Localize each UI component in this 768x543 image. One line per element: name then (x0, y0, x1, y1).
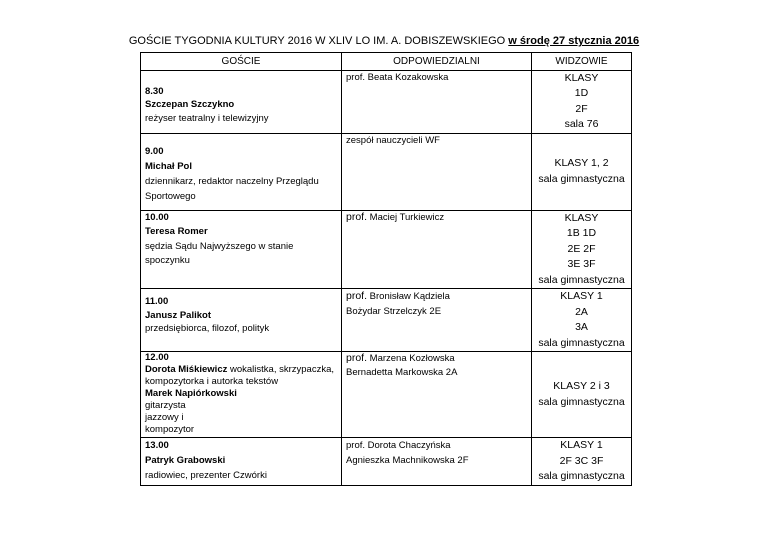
guests-cell (141, 133, 342, 210)
guests-cell (141, 352, 342, 438)
guest-name: Szczepan Szczykno (145, 99, 235, 110)
audience-line: sala gimnastyczna (538, 172, 625, 185)
audience-line: 1B 1D (566, 227, 597, 239)
responsible-cell (342, 133, 532, 210)
header-row (141, 53, 632, 71)
guest-desc: gitarzysta jazzowy i kompozytor (145, 400, 195, 435)
prof-prefix: prof. (346, 290, 368, 302)
header-responsible: ODPOWIEDZIALNI (342, 53, 532, 71)
responsible-line: Marzena Kozłowska (369, 353, 455, 364)
audience-line: sala gimnastyczna (538, 395, 625, 408)
responsible-cell (342, 289, 532, 352)
time: 13.00 (145, 440, 169, 451)
guest-desc: radiowiec, prezenter Czwórki (145, 470, 267, 481)
responsible-line: Agnieszka Machnikowska 2F (346, 455, 469, 466)
responsible-line: Maciej Turkiewicz (369, 211, 445, 223)
responsible-line: prof. Beata Kozakowska (346, 71, 449, 83)
audience-cell (532, 210, 632, 289)
time: 10.00 (145, 211, 169, 223)
audience-line: KLASY 1 (560, 290, 603, 302)
audience-cell (532, 289, 632, 352)
title-main: GOŚCIE TYGODNIA KULTURY 2016 W XLIV LO IM. A. DOBISZEWSKIEGO (128, 35, 506, 47)
audience-line: sala 76 (564, 118, 599, 130)
time: 9.00 (145, 145, 164, 157)
table-row (141, 210, 632, 289)
time: 12.00 (145, 352, 169, 363)
title-date: w środę 27 stycznia 2016 (508, 35, 640, 47)
audience-line: KLASY 1, 2 (554, 157, 609, 169)
table-row (141, 352, 632, 438)
header-audience: WIDZOWIE (532, 53, 632, 71)
guests-cell (141, 210, 342, 289)
guest-desc: sędzia Sądu Najwyższego w stanie spoczynku (145, 240, 294, 266)
audience-line: KLASY (564, 211, 599, 224)
audience-line: 2F (575, 102, 588, 115)
header-guests: GOŚCIE (141, 53, 342, 71)
guests-cell (141, 70, 342, 133)
table-row (141, 70, 632, 133)
table-row (141, 438, 632, 486)
responsible-cell (342, 210, 532, 289)
responsible-line: Bernadetta Markowska 2A (346, 366, 458, 378)
audience-line: KLASY 1 (560, 439, 603, 451)
audience-line: KLASY (564, 71, 599, 84)
responsible-cell (342, 352, 532, 438)
guest-name: Dorota Miśkiewicz (145, 364, 228, 375)
audience-cell (532, 352, 632, 438)
responsible-cell (342, 438, 532, 486)
guest-desc: wokalistka, skrzypaczka, kompozytorka i autorka tekstów (145, 364, 335, 387)
responsible-line: Bronisław Kądziela (369, 291, 450, 302)
audience-line: 2A (575, 305, 588, 318)
audience-cell (532, 133, 632, 210)
table-row (141, 289, 632, 352)
guest-name: Michał Pol (145, 160, 192, 172)
guests-cell (141, 289, 342, 352)
audience-line: sala gimnastyczna (538, 273, 625, 286)
audience-line: sala gimnastyczna (538, 470, 625, 482)
responsible-cell (342, 70, 532, 133)
time: 8.30 (145, 85, 164, 97)
prof-prefix: prof. (346, 210, 368, 223)
table-row (141, 133, 632, 210)
guest-desc: reżyser teatralny i telewizyjny (145, 112, 269, 124)
audience-cell (532, 70, 632, 133)
prof-prefix: prof. (346, 352, 368, 364)
responsible-line: Bożydar Strzelczyk 2E (346, 306, 442, 317)
guest-desc: dziennikarz, redaktor naczelny Przeglądu Sportowego (145, 175, 319, 202)
time: 11.00 (145, 296, 169, 307)
audience-line: KLASY 2 i 3 (553, 380, 610, 392)
guest-name: Teresa Romer (145, 226, 208, 237)
audience-line: sala gimnastyczna (538, 336, 625, 349)
responsible-line: zespół nauczycieli WF (346, 134, 440, 146)
audience-line: 1D (574, 87, 589, 99)
audience-line: 3A (575, 321, 588, 333)
audience-line: 2E 2F (567, 242, 596, 255)
guests-cell (141, 438, 342, 486)
page-title (0, 35, 768, 47)
schedule-table (140, 52, 632, 486)
guest-name: Janusz Palikot (145, 309, 211, 321)
responsible-line: prof. Dorota Chaczyńska (346, 440, 451, 451)
audience-line: 3E 3F (567, 258, 596, 270)
audience-cell (532, 438, 632, 486)
guest-desc: przedsiębiorca, filozof, polityk (145, 323, 270, 334)
audience-line: 2F 3C 3F (559, 454, 604, 467)
guest-name: Marek Napiórkowski (145, 388, 237, 399)
guest-name: Patryk Grabowski (145, 455, 226, 466)
